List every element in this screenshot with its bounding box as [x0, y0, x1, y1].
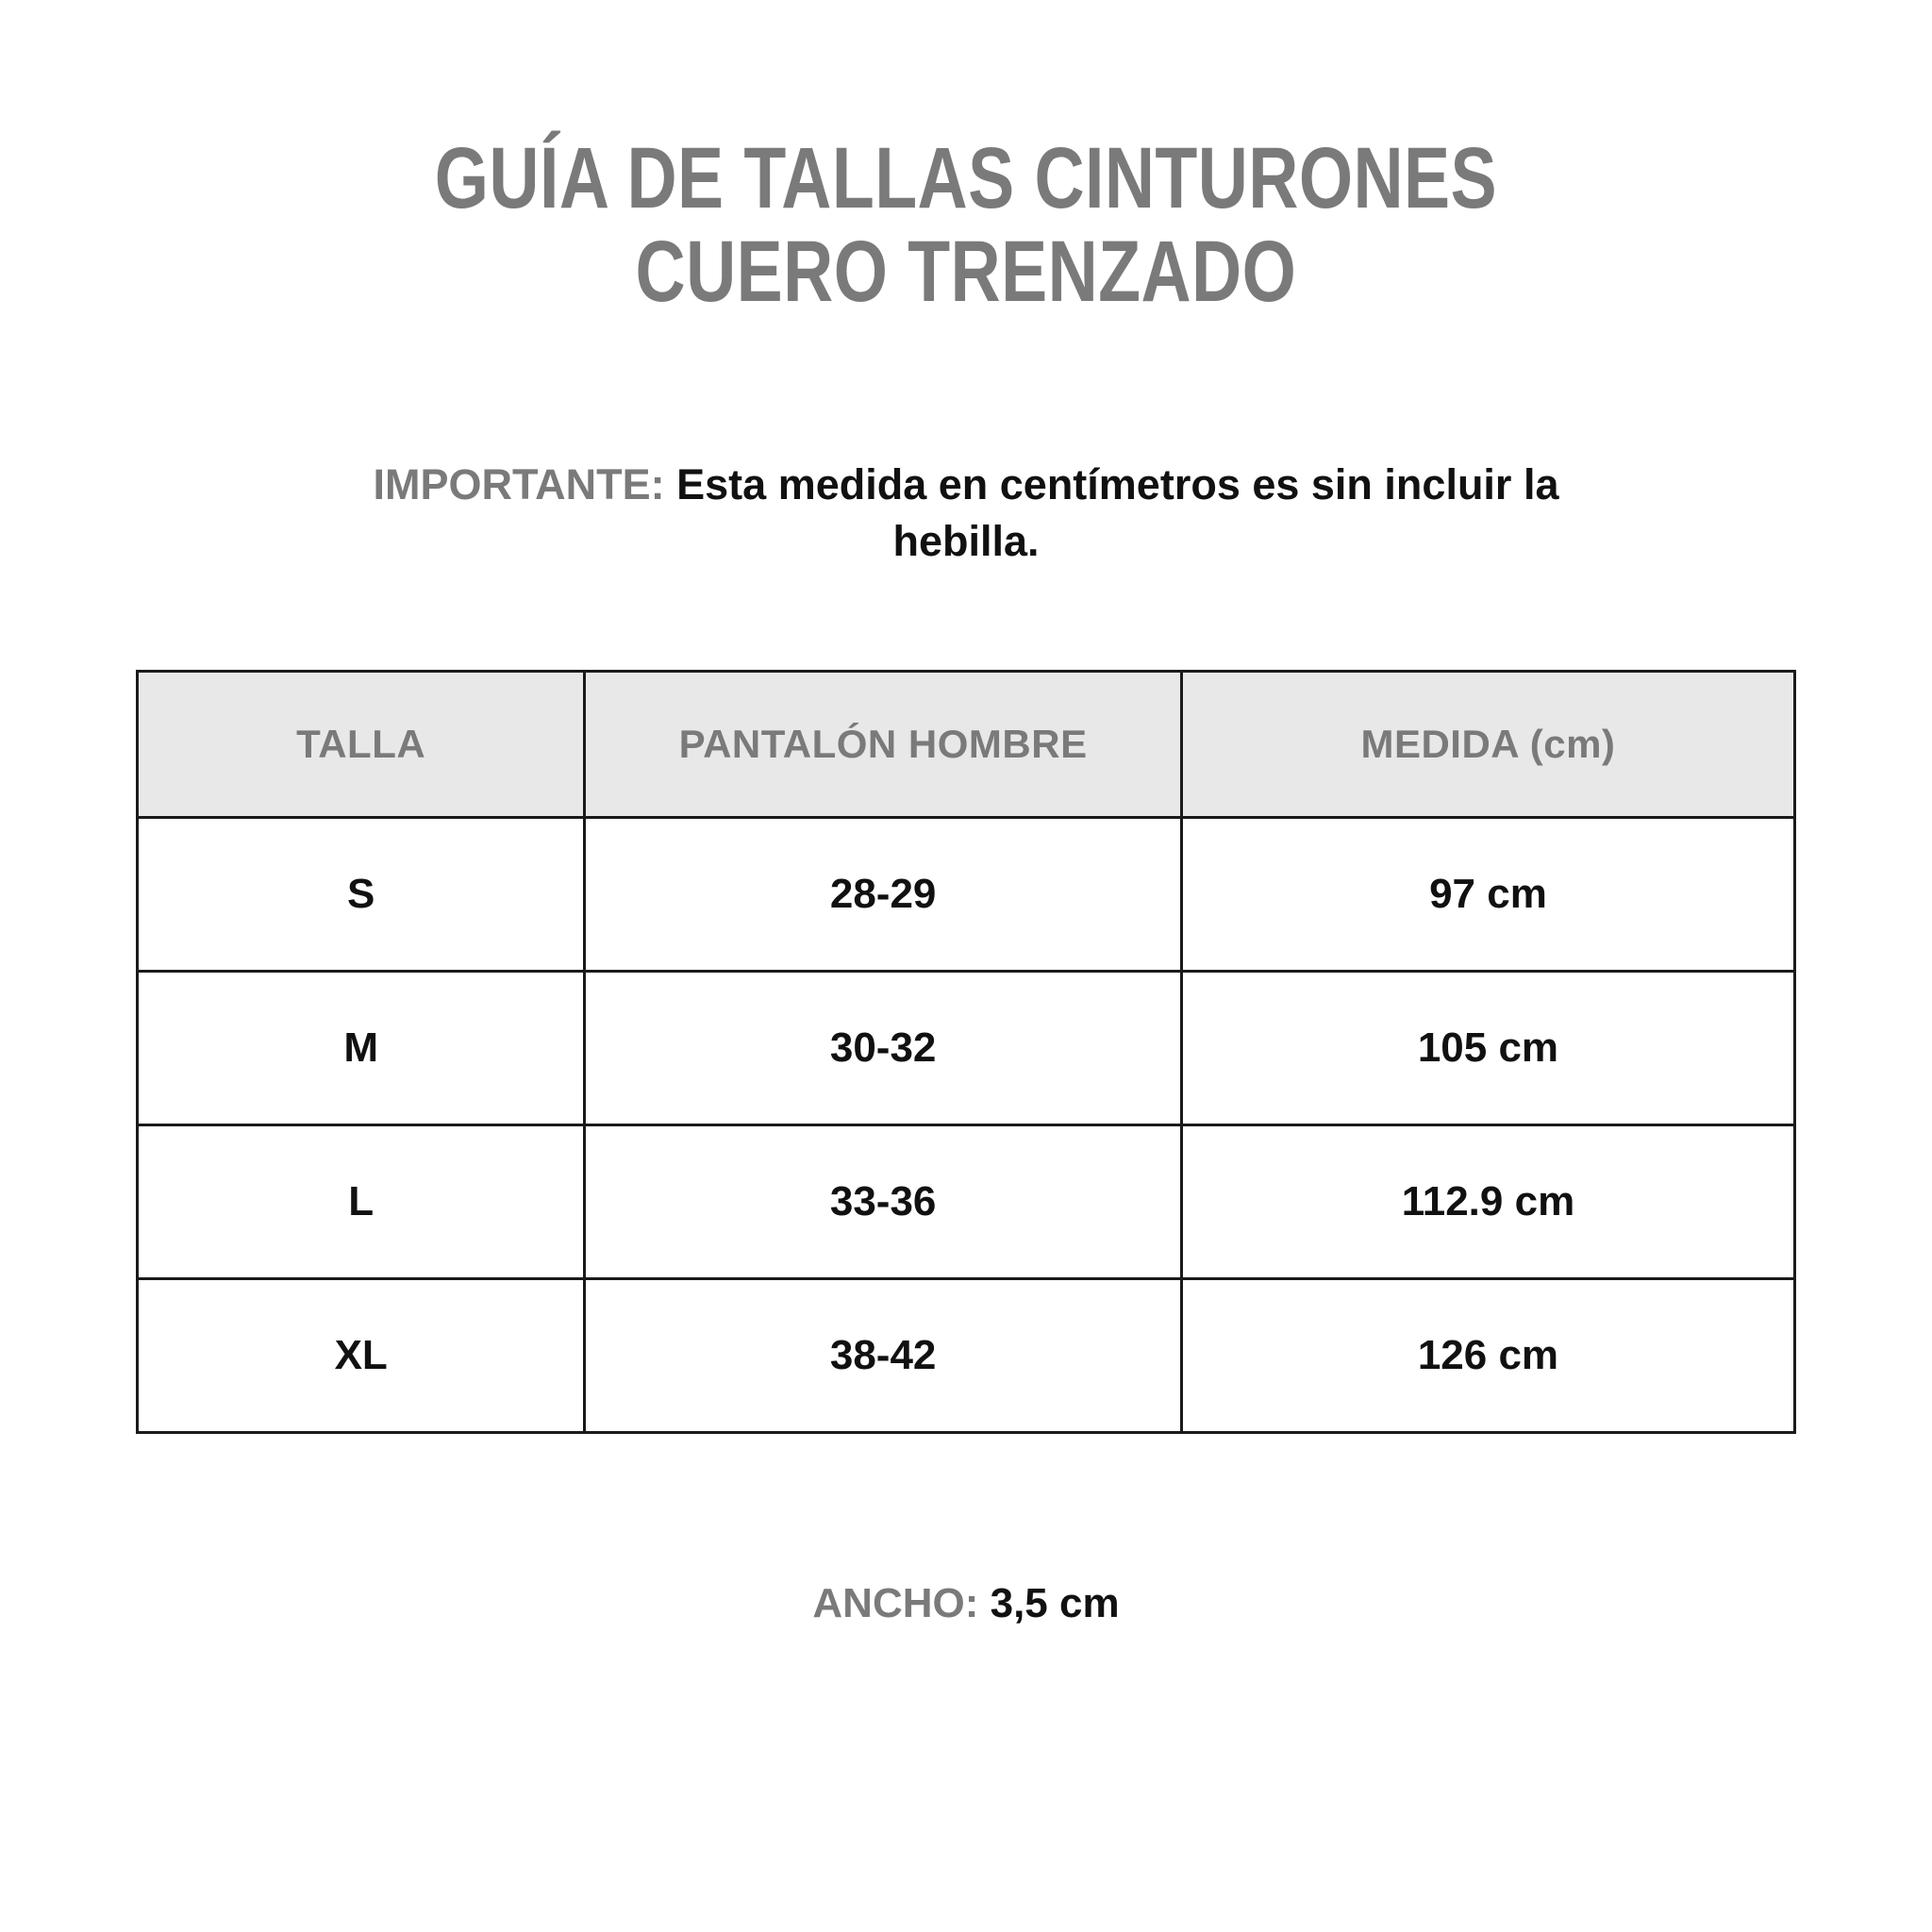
table-row	[138, 1279, 1795, 1433]
size-table	[136, 670, 1796, 1434]
column-header-pantalon: PANTALÓN HOMBRE	[585, 672, 1182, 818]
cell-pantalon: 33-36	[585, 1125, 1182, 1279]
size-table-wrapper	[136, 670, 1796, 1434]
page-title-line-1: GUÍA DE TALLAS CINTURONES	[434, 130, 1498, 226]
width-note-value: 3,5 cm	[978, 1580, 1120, 1627]
cell-medida: 126 cm	[1181, 1279, 1794, 1433]
important-note	[296, 457, 1636, 572]
table-header-row	[138, 672, 1795, 818]
cell-pantalon: 28-29	[585, 818, 1182, 972]
width-note-label: ANCHO:	[812, 1580, 979, 1627]
cell-medida: 112.9 cm	[1181, 1125, 1794, 1279]
page-title-line-2: CUERO TRENZADO	[635, 224, 1297, 321]
size-table-head	[138, 672, 1795, 818]
important-note-text: Esta medida en centímetros es sin incluir la hebilla.	[664, 459, 1559, 566]
column-header-talla: TALLA	[138, 672, 585, 818]
size-table-body	[138, 818, 1795, 1433]
cell-talla: M	[138, 972, 585, 1125]
cell-talla: S	[138, 818, 585, 972]
cell-pantalon: 38-42	[585, 1279, 1182, 1433]
cell-talla: XL	[138, 1279, 585, 1433]
column-header-medida: MEDIDA (cm)	[1181, 672, 1794, 818]
cell-pantalon: 30-32	[585, 972, 1182, 1125]
table-row	[138, 1125, 1795, 1279]
cell-medida: 97 cm	[1181, 818, 1794, 972]
cell-medida: 105 cm	[1181, 972, 1794, 1125]
important-note-label: IMPORTANTE:	[373, 459, 665, 508]
table-row	[138, 818, 1795, 972]
page-title	[302, 132, 1630, 320]
table-row	[138, 972, 1795, 1125]
width-note	[812, 1580, 1119, 1627]
cell-talla: L	[138, 1125, 585, 1279]
